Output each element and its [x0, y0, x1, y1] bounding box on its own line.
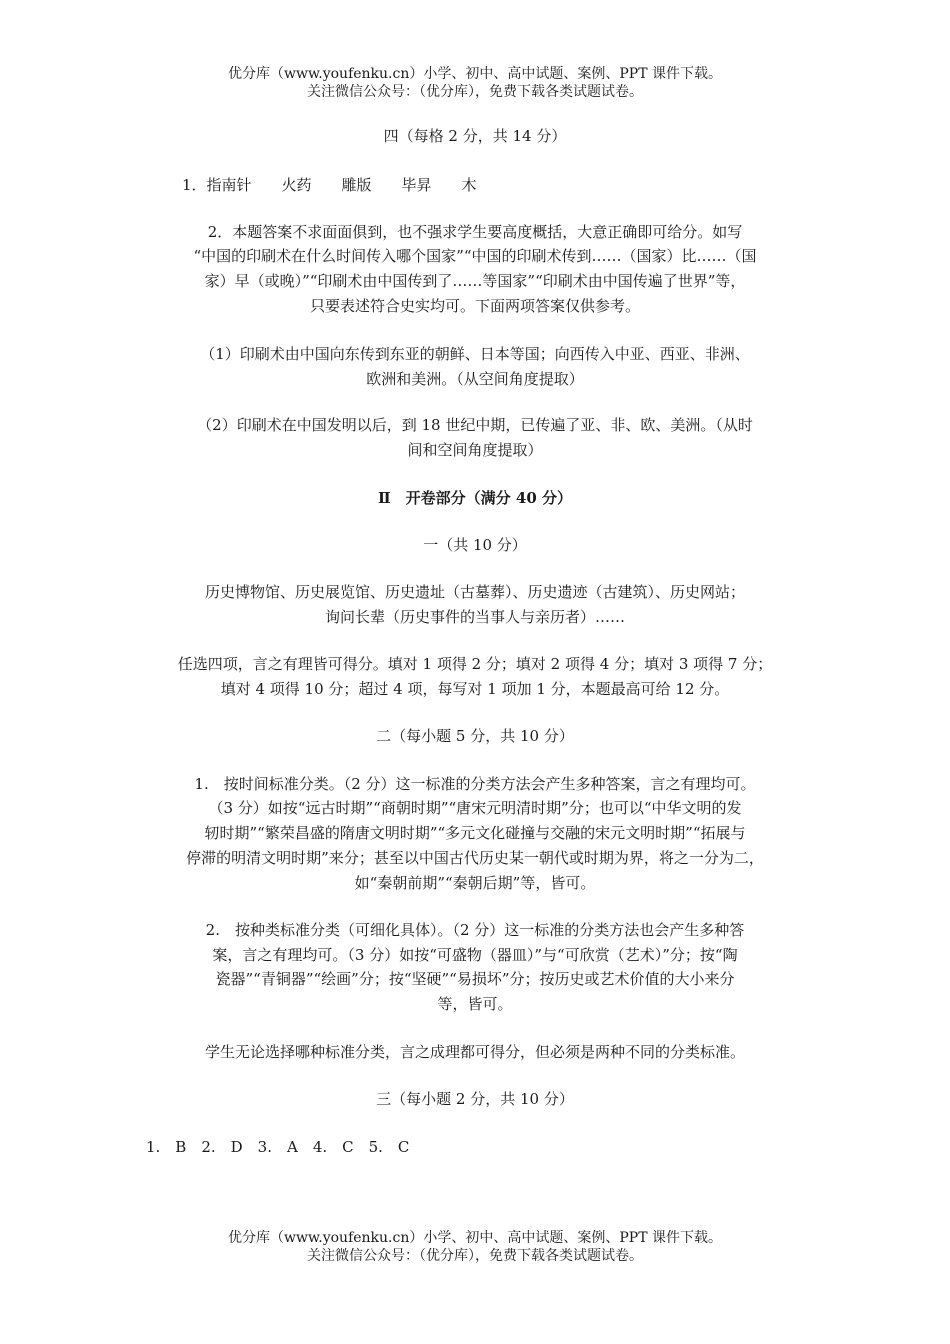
part-two-s1-scoring-line-1: 任选四项，言之有理皆可得分。填对 1 项得 2 分；填对 2 项得 4 分；填对 3 项得 7 分； — [177, 655, 773, 673]
part-two-s2-p2-line-2: 案，言之有理均可。（3 分）如按“可盛物（器皿）”与“可欣赏（艺术）”分；按“陶 — [212, 946, 738, 964]
part-two-s2-p1-line-5: 如“秦朝前期”“秦朝后期”等，皆可。 — [354, 874, 596, 892]
part-two-s3-title: 三（每小题 2 分，共 10 分） — [376, 1090, 574, 1108]
part-two-s1-answer-line-1: 历史博物馆、历史展览馆、历史遗址（古墓葬）、历史遗迹（古建筑）、历史网站； — [204, 583, 745, 601]
part-two-s2-title: 二（每小题 5 分，共 10 分） — [376, 727, 574, 745]
part-two-s1-title: 一（共 10 分） — [423, 536, 527, 554]
section-four-ref2-line-1: （2）印刷术在中国发明以后，到 18 世纪中期，已传遍了亚、非、欧、美洲。（从时 — [197, 416, 753, 434]
section-four-q2-line-2: “中国的印刷术在什么时间传入哪个国家”“中国的印刷术传到……（国家）比……（国 — [193, 247, 757, 265]
part-two-s2-p2-line-1: 2. 按种类标准分类（可细化具体）。（2 分）这一标准的分类方法也会产生多种答 — [205, 921, 745, 939]
part-two-title: Ⅱ 开卷部分（满分 40 分） — [378, 489, 572, 507]
part-two-s3-answers: 1. B 2. D 3. A 4. C 5. C — [146, 1138, 410, 1156]
part-two-s2-p1-line-3: 轫时期”“繁荣昌盛的隋唐文明时期”“多元文化碰撞与交融的宋元文明时期”“拓展与 — [204, 824, 746, 842]
part-two-s1-scoring-line-2: 填对 4 项得 10 分；超过 4 项，每写对 1 项加 1 分，本题最高可给 12 分。 — [220, 680, 730, 698]
part-two-s1-answer-line-2: 询问长辈（历史事件的当事人与亲历者）…… — [324, 608, 625, 626]
section-four-q2-line-1: 2．本题答案不求面面俱到，也不强求学生要高度概括，大意正确即可给分。如写 — [207, 223, 743, 241]
header-line-2: 关注微信公众号：（优分库），免费下载各类试题试卷。 — [307, 84, 643, 100]
section-four-ref1-line-1: （1）印刷术由中国向东传到东亚的朝鲜、日本等国；向西传入中亚、西亚、非洲、 — [200, 345, 750, 363]
part-two-s2-p1-line-4: 停滞的明清文明时期”来分；甚至以中国古代历史某一朝代或时期为界，将之一分为二， — [186, 849, 764, 867]
section-four-q2-line-3: 家）早（或晚）”“印刷术由中国传到了……等国家”“印刷术由中国传遍了世界”等， — [204, 272, 746, 290]
section-four-q2-line-4: 只要表述符合史实均可。下面两项答案仅供参考。 — [309, 297, 640, 315]
part-two-s2-p1-line-2: （3 分）如按“远古时期”“商朝时期”“唐宋元明清时期”分；也可以“中华文明的发 — [208, 799, 742, 817]
part-two-s2-note: 学生无论选择哪种标准分类，言之成理都可得分，但必须是两种不同的分类标准。 — [204, 1043, 745, 1061]
section-four-ref1-line-2: 欧洲和美洲。（从空间角度提取） — [366, 370, 584, 388]
part-two-s2-p2-line-4: 等，皆可。 — [437, 995, 513, 1013]
footer-line-2: 关注微信公众号：（优分库），免费下载各类试题试卷。 — [307, 1248, 643, 1264]
section-four-q1: 1．指南针 火药 雕版 毕昇 木 — [182, 176, 477, 194]
footer-line-1: 优分库（www.youfenku.cn）小学、初中、高中试题、案例、PPT 课件下载。 — [227, 1230, 722, 1246]
section-four-title: 四（每格 2 分，共 14 分） — [383, 127, 567, 145]
section-four-ref2-line-2: 间和空间角度提取） — [407, 441, 543, 459]
part-two-s2-p2-line-3: 瓷器”“青铜器”“绘画”分；按“坚硬”“易损坏”分；按历史或艺术价值的大小来分 — [215, 970, 735, 988]
part-two-s2-p1-line-1: 1. 按时间标准分类。（2 分）这一标准的分类方法会产生多种答案，言之有理均可。 — [194, 775, 756, 793]
header-line-1: 优分库（www.youfenku.cn）小学、初中、高中试题、案例、PPT 课件下载。 — [227, 66, 722, 82]
